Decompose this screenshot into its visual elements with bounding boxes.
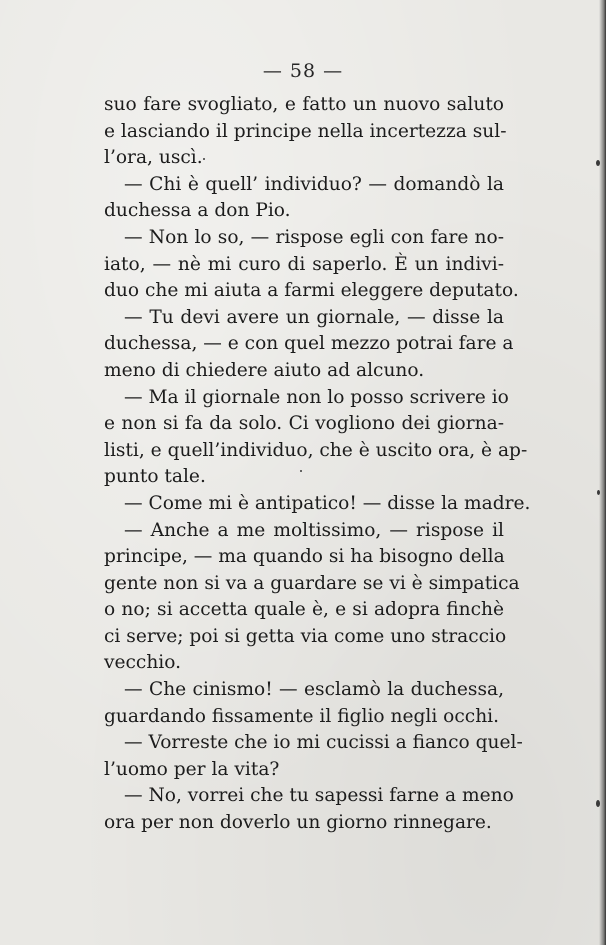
- page-edge-shadow: [599, 0, 606, 945]
- text-line: duchessa a don Pio.: [104, 200, 291, 222]
- text-line: listi, e quell’individuo, che è uscito ora, è ap-: [104, 439, 528, 461]
- text-line: suo fare svogliato, e fatto un nuovo saluto: [104, 94, 504, 115]
- text-line: — No, vorrei che tu sapessi farne a meno: [124, 785, 514, 807]
- text-line: l’ora, uscì.: [104, 147, 203, 169]
- text-line: vecchio.: [104, 652, 182, 674]
- body-text: [104, 92, 531, 837]
- text-line: — Ma il giornale non lo posso scrivere io: [124, 386, 509, 408]
- text-line: o no; si accetta quale è, e si adopra finchè: [104, 599, 504, 621]
- text-line: gente non si va a guardare se vi è simpatica: [104, 572, 520, 594]
- text-line: l’uomo per la vita?: [104, 758, 280, 780]
- text-line: e non si fa da solo. Ci vogliono dei giorna-: [104, 413, 504, 435]
- text-line: — Non lo so, — rispose egli con fare no-: [124, 226, 504, 248]
- text-line: e lasciando il principe nella incertezza sul-: [104, 120, 507, 142]
- text-line: duchessa, — e con quel mezzo potrai fare a: [104, 333, 514, 355]
- text-line: — Che cinismo! — esclamò la duchessa,: [124, 679, 504, 701]
- text-line: — Come mi è antipatico! — disse la madre.: [124, 492, 531, 514]
- text-line: — Chi è quell’ individuo? — domandò la: [124, 173, 504, 195]
- text-line: duo che mi aiuta a farmi eleggere deputato.: [104, 280, 519, 302]
- text-line: punto tale.: [104, 466, 206, 488]
- text-line: guardando fissamente il figlio negli occhi.: [104, 705, 500, 727]
- text-line: meno di chiedere aiuto ad alcuno.: [104, 359, 425, 381]
- page-number: — 58 —: [262, 60, 344, 82]
- text-line: — Tu devi avere un giornale, — disse la: [124, 306, 504, 328]
- text-line: — Anche a me moltissimo, — rispose il: [124, 519, 504, 541]
- text-line: ci serve; poi si getta via come uno straccio: [104, 625, 507, 647]
- text-line: iato, — nè mi curo di saperlo. È un indivi-: [104, 253, 504, 275]
- text-line: — Vorreste che io mi cucissi a fianco quel-: [124, 732, 523, 754]
- text-line: ora per non doverlo un giorno rinnegare.: [104, 812, 492, 834]
- text-line: principe, — ma quando si ha bisogno della: [104, 546, 505, 568]
